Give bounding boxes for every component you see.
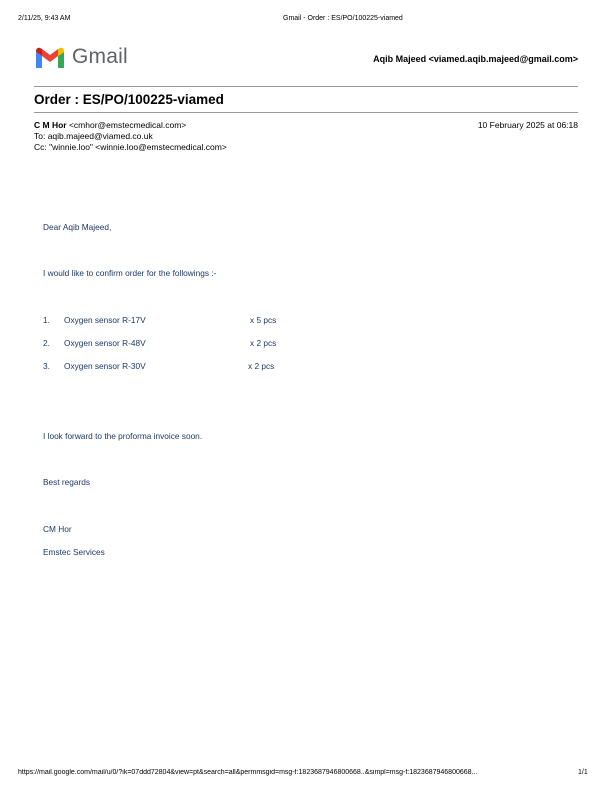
list-item-qty: x 5 pcs xyxy=(250,315,277,325)
sender-address: <cmhor@emstecmedical.com> xyxy=(68,120,187,130)
greeting: Dear Aqib Majeed, xyxy=(43,222,112,232)
closing-line: I look forward to the proforma invoice soon. xyxy=(43,431,203,441)
list-item-qty: x 2 pcs xyxy=(248,361,275,371)
print-tab-title: Gmail - Order : ES/PO/100225-viamed xyxy=(283,15,403,22)
intro-line: I would like to confirm order for the followings :- xyxy=(43,268,217,278)
divider xyxy=(34,112,578,113)
email-subject: Order : ES/PO/100225-viamed xyxy=(34,92,224,107)
list-item-name: Oxygen sensor R-30V xyxy=(64,361,146,371)
print-url: https://mail.google.com/mail/u/0/?ik=07ddd72804&view=pt&search=all&permmsgid=msg-f:1823687946800668..&simpl=msg-f:1823687946800668... xyxy=(18,769,478,776)
list-item-name: Oxygen sensor R-17V xyxy=(64,315,146,325)
divider xyxy=(34,86,578,87)
account-email: Aqib Majeed <viamed.aqib.majeed@gmail.com> xyxy=(373,54,578,64)
email-cc: Cc: "winnie.loo" <winnie.loo@emstecmedical.com> xyxy=(34,142,227,152)
list-item-number: 2. xyxy=(43,338,50,348)
gmail-wordmark: Gmail xyxy=(72,45,128,68)
email-to: To: aqib.majeed@viamed.co.uk xyxy=(34,131,153,141)
gmail-logo xyxy=(34,44,129,72)
list-item-number: 1. xyxy=(43,315,50,325)
print-datetime: 2/11/25, 9:43 AM xyxy=(18,15,71,22)
list-item-qty: x 2 pcs xyxy=(250,338,277,348)
signature-name: CM Hor xyxy=(43,524,72,534)
signature-company: Emstec Services xyxy=(43,547,105,557)
gmail-m-icon xyxy=(34,46,66,70)
list-item-name: Oxygen sensor R-48V xyxy=(64,338,146,348)
regards: Best regards xyxy=(43,477,91,487)
email-date: 10 February 2025 at 06:18 xyxy=(477,120,578,130)
list-item-number: 3. xyxy=(43,361,50,371)
sender-name: C M Hor xyxy=(34,120,67,130)
print-page-number: 1/1 xyxy=(578,769,588,776)
email-from xyxy=(34,120,186,130)
